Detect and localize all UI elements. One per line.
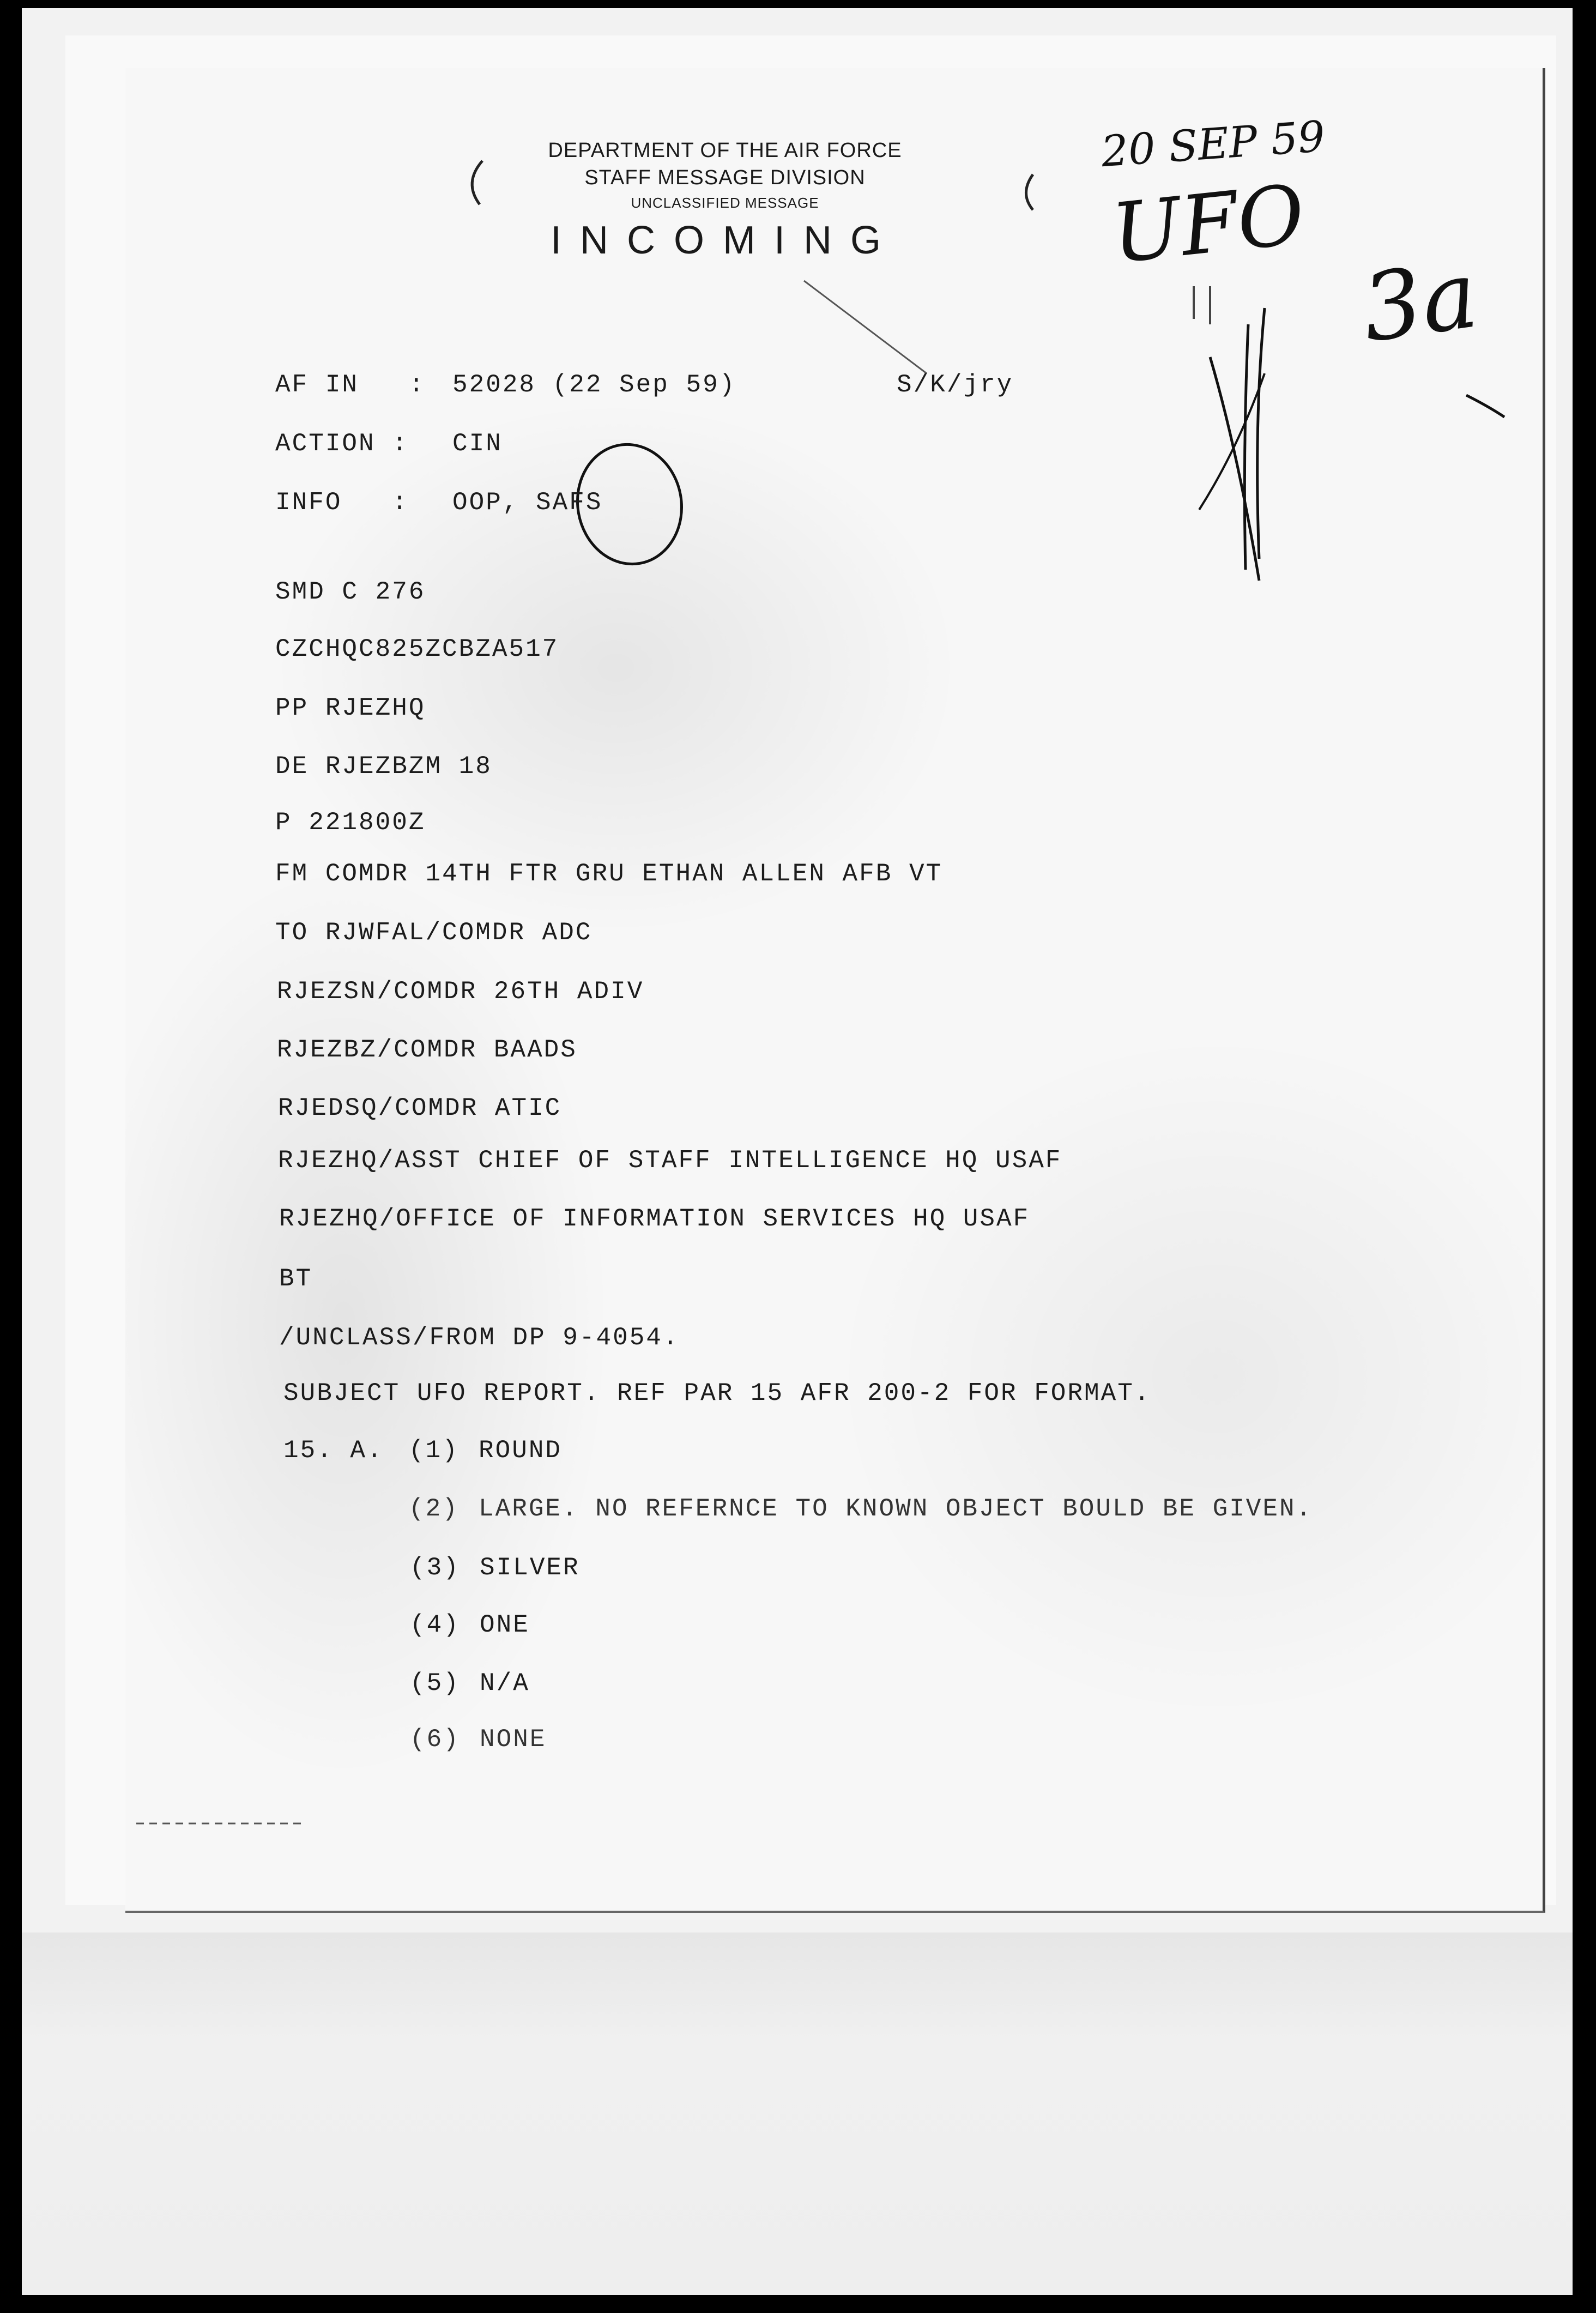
action-label: ACTION : (275, 430, 409, 458)
report-item-text: NONE (480, 1725, 547, 1754)
info-label: INFO : (275, 488, 409, 517)
action-value: CIN (452, 430, 503, 458)
division-title: STAFF MESSAGE DIVISION (584, 166, 866, 189)
message-line: CZCHQC825ZCBZA517 (275, 635, 559, 663)
message-document (125, 68, 1545, 1913)
message-line: FM COMDR 14TH FTR GRU ETHAN ALLEN AFB VT (275, 860, 943, 888)
classification-label: UNCLASSIFIED MESSAGE (631, 195, 819, 211)
message-line: RJEZHQ/ASST CHIEF OF STAFF INTELLIGENCE HQ USAF (278, 1146, 1062, 1175)
report-item-number: (6) (410, 1725, 460, 1754)
report-section-prefix: 15. A. (283, 1436, 384, 1465)
af-in-value: 52028 (22 Sep 59) (452, 371, 736, 399)
report-item-text: N/A (480, 1669, 530, 1698)
report-item-number: (4) (410, 1611, 460, 1639)
incoming-title: INCOMING (551, 219, 899, 262)
message-line: PP RJEZHQ (275, 694, 426, 722)
report-item-text: ONE (480, 1611, 530, 1639)
message-line: RJEZHQ/OFFICE OF INFORMATION SERVICES HQ USAF (279, 1205, 1030, 1233)
message-line: TO RJWFAL/COMDR ADC (275, 919, 593, 947)
scan-artifact (125, 1813, 452, 1834)
message-line: BT (279, 1265, 313, 1293)
message-line: RJEZBZ/COMDR BAADS (277, 1036, 577, 1064)
department-title: DEPARTMENT OF THE AIR FORCE (548, 139, 902, 162)
report-item-number: (1) (409, 1436, 459, 1465)
backing-surface (22, 1932, 1573, 2295)
handwritten-ufo: UFO (1107, 167, 1309, 282)
message-line: SMD C 276 (275, 578, 426, 606)
message-line: /UNCLASS/FROM DP 9-4054. (279, 1324, 680, 1352)
report-item-text: LARGE. NO REFERNCE TO KNOWN OBJECT BOULD BE GIVEN. (479, 1495, 1313, 1523)
report-item-text: SILVER (480, 1554, 580, 1582)
info-value: OOP, SAFS (452, 488, 603, 517)
message-line: P 221800Z (275, 808, 426, 837)
message-line: RJEDSQ/COMDR ATIC (278, 1094, 562, 1122)
report-item-number: (5) (410, 1669, 460, 1698)
photo-frame (22, 8, 1573, 2295)
handwritten-page-mark: 3a (1356, 240, 1484, 364)
af-in-label: AF IN : (275, 371, 426, 399)
message-line: RJEZSN/COMDR 26TH ADIV (277, 977, 644, 1006)
page-sheet (65, 35, 1556, 1905)
message-line: SUBJECT UFO REPORT. REF PAR 15 AFR 200-2 FOR FORMAT. (283, 1379, 1151, 1408)
report-item-text: ROUND (479, 1436, 563, 1465)
initials: S/K/jry (897, 371, 1014, 399)
message-line: DE RJEZBZM 18 (275, 752, 492, 781)
report-item-number: (2) (409, 1495, 459, 1523)
report-item-number: (3) (410, 1554, 460, 1582)
handwritten-date: 20 SEP 59 (1099, 112, 1327, 177)
